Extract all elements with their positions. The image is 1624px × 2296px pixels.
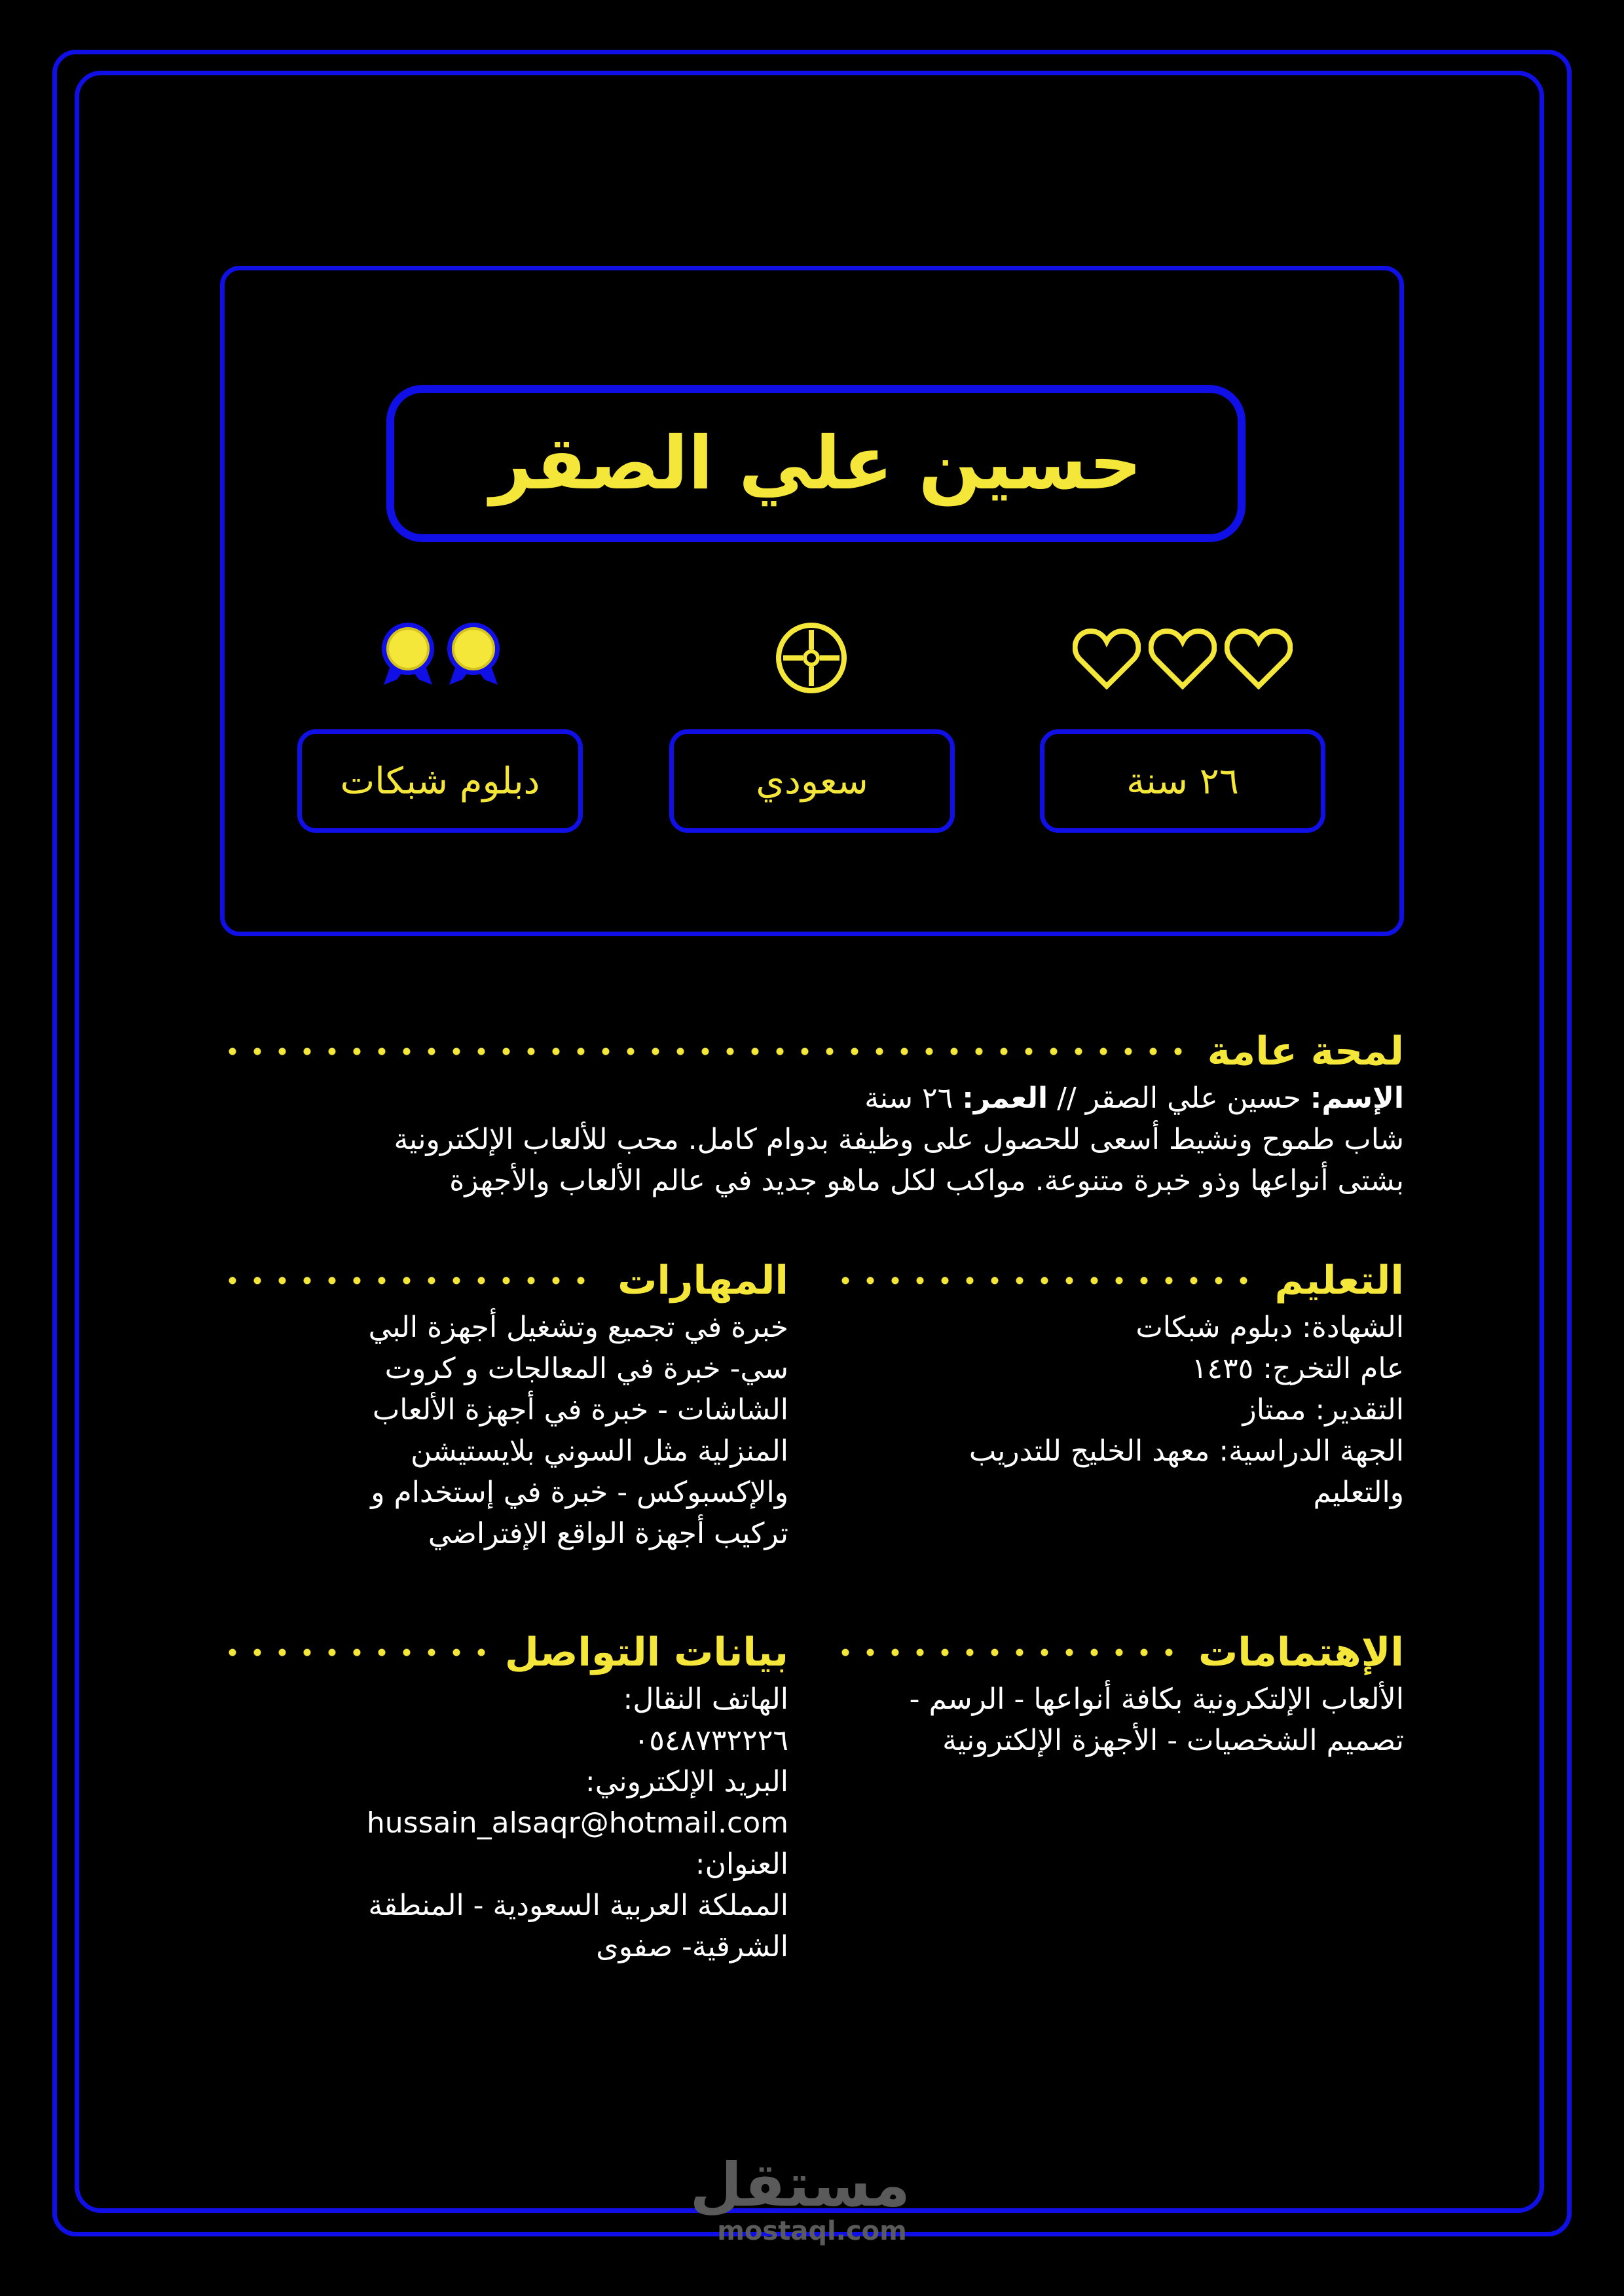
watermark-logo <box>690 2150 910 2246</box>
nationality-badge-label: سعودي <box>756 759 868 803</box>
name-value: حسين علي الصقر <box>1085 1082 1301 1115</box>
overview-title: لمحة عامة <box>1207 1029 1404 1074</box>
overview-name-age-line <box>220 1078 1404 1119</box>
profile-card <box>220 266 1404 936</box>
skills-header <box>220 1254 788 1307</box>
education-line: عام التخرج: ١٤٣٥ <box>1191 1352 1404 1385</box>
overview-header <box>220 1025 1404 1078</box>
education-section <box>833 1254 1404 1513</box>
overview-line: شاب طموح ونشيط أسعى للحصول على وظيفة بدوام كامل. محب للألعاب الإلكترونية <box>394 1123 1404 1156</box>
candidate-name: حسين علي الصقر <box>490 421 1142 506</box>
heart-icon <box>1225 626 1293 691</box>
phone-value: ٠٥٤٨٧٣٢٢٢٦ <box>633 1724 788 1757</box>
name-label: الإسم: <box>1310 1082 1404 1115</box>
heart-icon <box>1149 626 1217 691</box>
interests-body <box>833 1679 1404 1761</box>
address-line: الشرقية- صفوى <box>596 1930 788 1963</box>
interests-line: تصميم الشخصيات - الأجهزة الإلكترونية <box>942 1724 1404 1757</box>
education-badge <box>297 729 583 833</box>
phone-label: الهاتف النقال: <box>623 1683 788 1716</box>
education-badge-label: دبلوم شبكات <box>340 759 540 803</box>
skills-line: خبرة في تجميع وتشغيل أجهزة البي <box>368 1311 788 1344</box>
education-line: والتعليم <box>1313 1476 1404 1509</box>
skills-line: المنزلية مثل السوني بلايستيشن <box>411 1434 788 1468</box>
watermark-arabic: مستقل <box>690 2150 910 2220</box>
email-value: hussain_alsaqr@hotmail.com <box>366 1806 788 1840</box>
skills-body <box>220 1307 788 1554</box>
skills-line: والإكسبوكس - خبرة في إستخدام و <box>371 1476 788 1509</box>
education-title: التعليم <box>1274 1258 1404 1303</box>
age-badge-label: ٢٦ سنة <box>1126 759 1239 803</box>
dotted-divider <box>220 1047 1192 1056</box>
age-label: العمر: <box>962 1082 1048 1115</box>
medal-icon <box>378 619 437 691</box>
dotted-divider <box>220 1276 602 1285</box>
age-badge <box>1040 729 1325 833</box>
dotted-divider <box>833 1276 1259 1285</box>
medal-icon <box>444 619 503 691</box>
contact-title: بيانات التواصل <box>504 1630 788 1675</box>
skills-title: المهارات <box>618 1258 788 1303</box>
interests-header <box>833 1626 1404 1679</box>
separator: // <box>1057 1082 1077 1115</box>
watermark-url: mostaql.com <box>717 2216 907 2246</box>
heart-icon <box>1073 626 1141 691</box>
skills-line: الشاشات - خبرة في أجهزة الألعاب <box>372 1393 788 1427</box>
address-label: العنوان: <box>695 1848 788 1881</box>
age-value: ٢٦ سنة <box>864 1082 953 1115</box>
education-header <box>833 1254 1404 1307</box>
dotted-divider <box>833 1648 1183 1657</box>
email-label: البريد الإلكتروني: <box>585 1765 788 1798</box>
overview-section <box>220 1025 1404 1201</box>
skills-line: تركيب أجهزة الواقع الإفتراضي <box>428 1517 788 1550</box>
contact-header <box>220 1626 788 1679</box>
education-line: الشهادة: دبلوم شبكات <box>1135 1311 1404 1344</box>
overview-line: بشتى أنواعها وذو خبرة متنوعة. مواكب لكل ماهو جديد في عالم الألعاب والأجهزة <box>449 1164 1404 1197</box>
nationality-badge <box>669 729 955 833</box>
name-banner <box>386 385 1246 542</box>
overview-body <box>220 1078 1404 1201</box>
education-body <box>833 1307 1404 1513</box>
crosshair-icon <box>774 621 849 695</box>
contact-body <box>220 1679 788 1967</box>
skills-section <box>220 1254 788 1554</box>
dotted-divider <box>220 1648 489 1657</box>
contact-section <box>220 1626 788 1967</box>
skills-line: سي- خبرة في المعالجات و كروت <box>384 1352 788 1385</box>
education-line: الجهة الدراسية: معهد الخليج للتدريب <box>969 1434 1404 1468</box>
interests-section <box>833 1626 1404 1761</box>
interests-line: الألعاب الإلتكرونية بكافة أنواعها - الرسم - <box>909 1683 1404 1716</box>
interests-title: الإهتمامات <box>1198 1630 1404 1675</box>
education-line: التقدير: ممتاز <box>1242 1393 1404 1427</box>
address-line: المملكة العربية السعودية - المنطقة <box>368 1889 788 1922</box>
